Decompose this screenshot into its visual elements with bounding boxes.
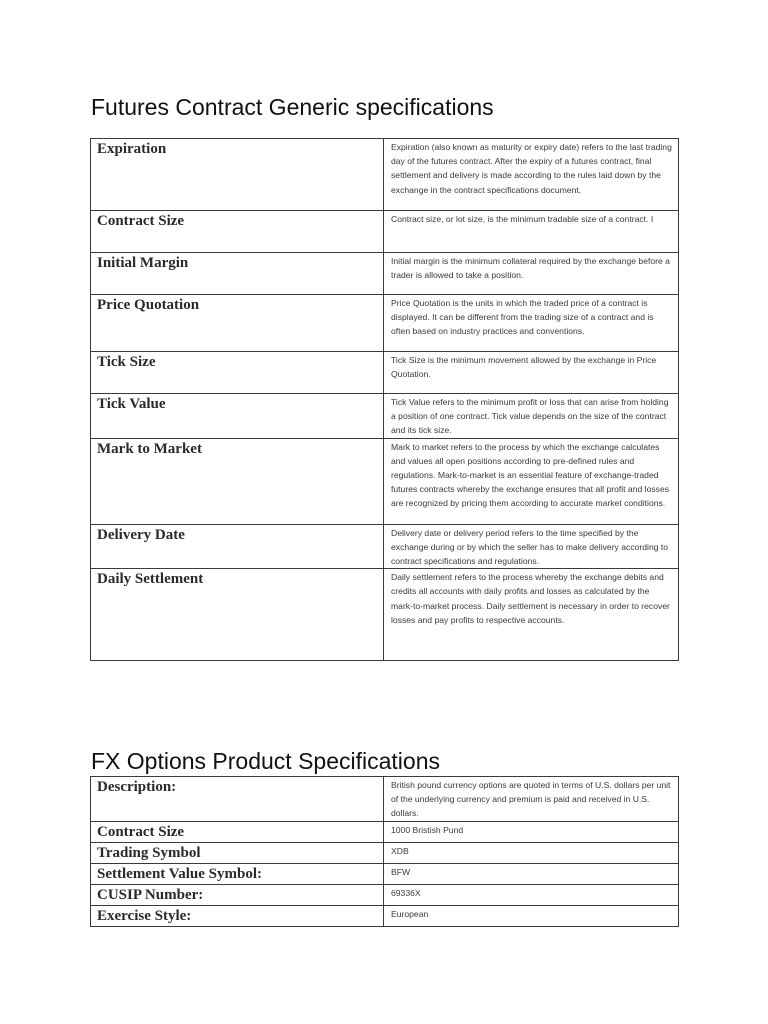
spec-label: Delivery Date	[97, 526, 185, 543]
spec-label: Daily Settlement	[97, 571, 204, 588]
spec-label: Trading Symbol	[97, 844, 201, 861]
spec-description: Mark to market refers to the process by which the exchange calculates and values all open positions according to pre-defined rules and regulations. Mark-to-market is an essential feature of exchange-traded futures contracts whereby the exchange ensures that all profit and losses are recognized by pricing them according to accurate market conditions.	[391, 441, 670, 509]
table-row	[91, 438, 679, 524]
table-row	[91, 394, 679, 439]
spec-label: Tick Value	[97, 396, 166, 412]
table-row	[91, 253, 679, 295]
spec-label: Contract Size	[97, 213, 185, 229]
table-row	[91, 884, 679, 905]
table-row	[91, 777, 679, 822]
fx-options-section-title: FX Options Product Specifications	[91, 748, 440, 774]
spec-label: Tick Size	[97, 354, 156, 370]
table-row	[91, 211, 679, 253]
spec-description: Expiration (also known as maturity or expiry date) refers to the last trading day of the futures contract. After the expiry of a futures contract, final settlement and delivery is made according to the rules laid down by the exchange in the contract specifications document.	[391, 142, 672, 195]
table-row	[91, 524, 679, 569]
spec-description: 1000 Bristish Pund	[391, 824, 464, 835]
spec-description: European	[391, 908, 429, 919]
spec-description: Price Quotation is the units in which the traded price of a contract is displayed. It can be different from the trading size of a contract and is often based on industry practices and conventions.	[391, 298, 654, 337]
spec-description: Contract size, or lot size, is the minimum tradable size of a contract. I	[391, 214, 654, 224]
spec-label: Initial Margin	[97, 255, 189, 271]
fx-options-spec-table	[90, 776, 679, 927]
spec-description: Tick Size is the minimum movement allowed by the exchange in Price Quotation.	[391, 355, 657, 380]
spec-description: British pound currency options are quoted in terms of U.S. dollars per unit of the underlying currency and premium is paid and received in U.S. dollars.	[391, 780, 671, 819]
spec-label: Price Quotation	[97, 297, 200, 313]
table-row	[91, 139, 679, 211]
spec-description: Tick Value refers to the minimum profit or loss that can arise from holding a position of one contract. Tick value depends on the size of the contract and its tick size.	[391, 397, 669, 436]
spec-description: Initial margin is the minimum collateral required by the exchange before a trader is allowed to take a position.	[391, 256, 670, 281]
spec-label: Exercise Style:	[97, 907, 192, 924]
table-row	[91, 352, 679, 394]
spec-label: Description:	[97, 779, 177, 795]
table-row	[91, 905, 679, 926]
table-row	[91, 295, 679, 352]
table-row	[91, 569, 679, 661]
table-row	[91, 863, 679, 884]
spec-description: 69336X	[391, 887, 421, 898]
spec-description: BFW	[391, 866, 411, 877]
spec-label: Settlement Value Symbol:	[97, 865, 262, 882]
table-row	[91, 821, 679, 842]
spec-label: Mark to Market	[97, 440, 202, 457]
spec-label: CUSIP Number:	[97, 886, 204, 903]
futures-section-title: Futures Contract Generic specifications	[91, 94, 494, 120]
spec-description: XDB	[391, 845, 409, 856]
spec-description: Daily settlement refers to the process whereby the exchange debits and credits all accounts with daily profits and losses as calculated by the mark-to-market process. Daily settlement is necessary in order to recover losses and pay profits to respective accounts.	[391, 572, 670, 625]
spec-label: Expiration	[97, 141, 167, 157]
spec-description: Delivery date or delivery period refers to the time specified by the exchange during or by which the seller has to make delivery according to contract specifications and regulations.	[391, 527, 669, 567]
futures-spec-table	[90, 138, 679, 661]
spec-label: Contract Size	[97, 823, 185, 840]
table-row	[91, 842, 679, 863]
